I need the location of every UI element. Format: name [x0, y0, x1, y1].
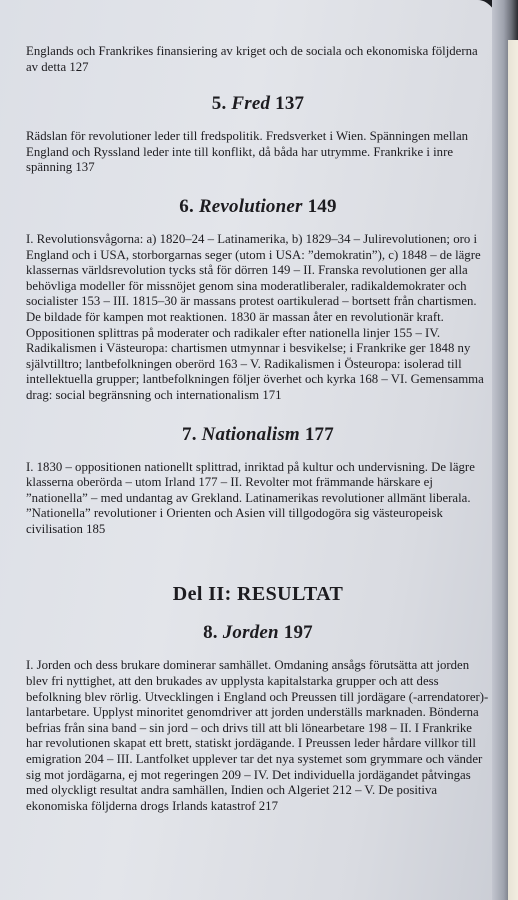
section-summary: Rädslan för revolutioner leder till fredspolitik. Fredsverket i Wien. Spänningen mellan England och Ryssland leder inte till konflikt, då båda har utrymme. Frankrike i inre spänning 137: [26, 129, 469, 175]
section-page: 149: [307, 195, 337, 217]
section-number: 6.: [179, 195, 194, 217]
section-title: Nationalism: [201, 423, 300, 445]
section-number: 7.: [182, 423, 197, 445]
section-6: [26, 196, 490, 404]
section-summary: I. Jorden och dess brukare dominerar samhället. Omdaning ansågs förutsätta att jorden blev fri nyttighet, att den brukades av upplysta kapitalstarka grupper och att dess befolkning blev rörlig. Utvecklingen i England och Preussen till jordägare (-arrendatorer)-lantarbetare. Upplyst minoritet genomdriver att jorden underställs marknaden. Bönderna befrias från sina band – sin jord – och drivs till att bli lönearbetare 198 – II. I Frankrike har revolutionen skapat ett brett, statiskt jordägande. I Preussen leder hårdare villkor till emigration 204 – III. Lantfolket upplever tar det nya systemet som grymmare och vänder sig mot jordägarna, ej mot regeringen 209 – IV. Det individuella jordägandet påtvingas med olyckligt resultat andra samhällen, Indien och Algeriet 212 – V. De positiva ekonomiska följderna drogs Irlands katastrof 217: [26, 658, 489, 813]
section-5: [26, 93, 490, 176]
intro-paragraph: Englands och Frankrikes finansiering av kriget och de sociala och ekonomiska följderna av detta 127: [26, 44, 478, 74]
section-summary: I. 1830 – oppositionen nationellt splittrad, inriktad på kultur och undervisning. De lägre klasserna oberörda – utom Irland 177 – II. Revolter mot främmande härskare ej ”nationella” – med undantag av Grekland. Latinamerikas revolutioner allmänt liberala. ”Nationella” revolutioner i Orienten och Asien vill tillgodogöra sig västeuropeisk civilisation 185: [26, 459, 475, 536]
section-8: [26, 622, 490, 814]
section-page: 177: [304, 423, 334, 445]
section-page: 137: [275, 93, 305, 115]
section-number: 5.: [211, 93, 227, 115]
section-heading: [26, 424, 490, 446]
part-heading: Del II: RESULTAT: [172, 583, 344, 606]
section-title: Fred: [231, 93, 271, 115]
section-7: [26, 424, 490, 538]
adjacent-page-edge: [508, 40, 518, 900]
section-page: 197: [283, 622, 313, 644]
section-heading: [26, 196, 490, 218]
section-number: 8.: [203, 622, 218, 644]
section-title: Revolutioner: [198, 195, 303, 217]
section-heading: [26, 93, 490, 115]
section-title: Jorden: [222, 622, 279, 644]
section-summary: I. Revolutionsvågorna: a) 1820–24 – Latinamerika, b) 1829–34 – Julirevolutionen; oro i England och i USA, storborgarnas seger (utom i USA: ”demokratin”), c) 1848 – de lägre klassernas världsrevolution tycks stå för dörren 149 – II. Franska revolutionen ger alla behövliga modeller för missnöjet genom sina moderatliberaler, radikaldemokrater och socialister 153 – III. 1815–30 är massans protest oartikulerad – bortsett från chartismen. De bildade för kampen mot reaktionen. 1830 är massan åter en revolutionär kraft. Oppositionen splittras på moderater och radikaler efter nationella linjer 155 – IV. Radikalismen i Västeuropa: chartismen utmynnar i besvikelse; i Frankrike ger 1848 ny självtilltro; lantbefolkningen oberörd 163 – V. Radikalismen i Östeuropa: isolerad till intellektuella grupper; lantbefolkningen följer överhet och kyrka 168 – VI. Gemensamma drag: social begränsning och internationalism 171: [26, 231, 484, 402]
section-heading: [26, 622, 490, 644]
table-of-contents: [26, 44, 490, 834]
